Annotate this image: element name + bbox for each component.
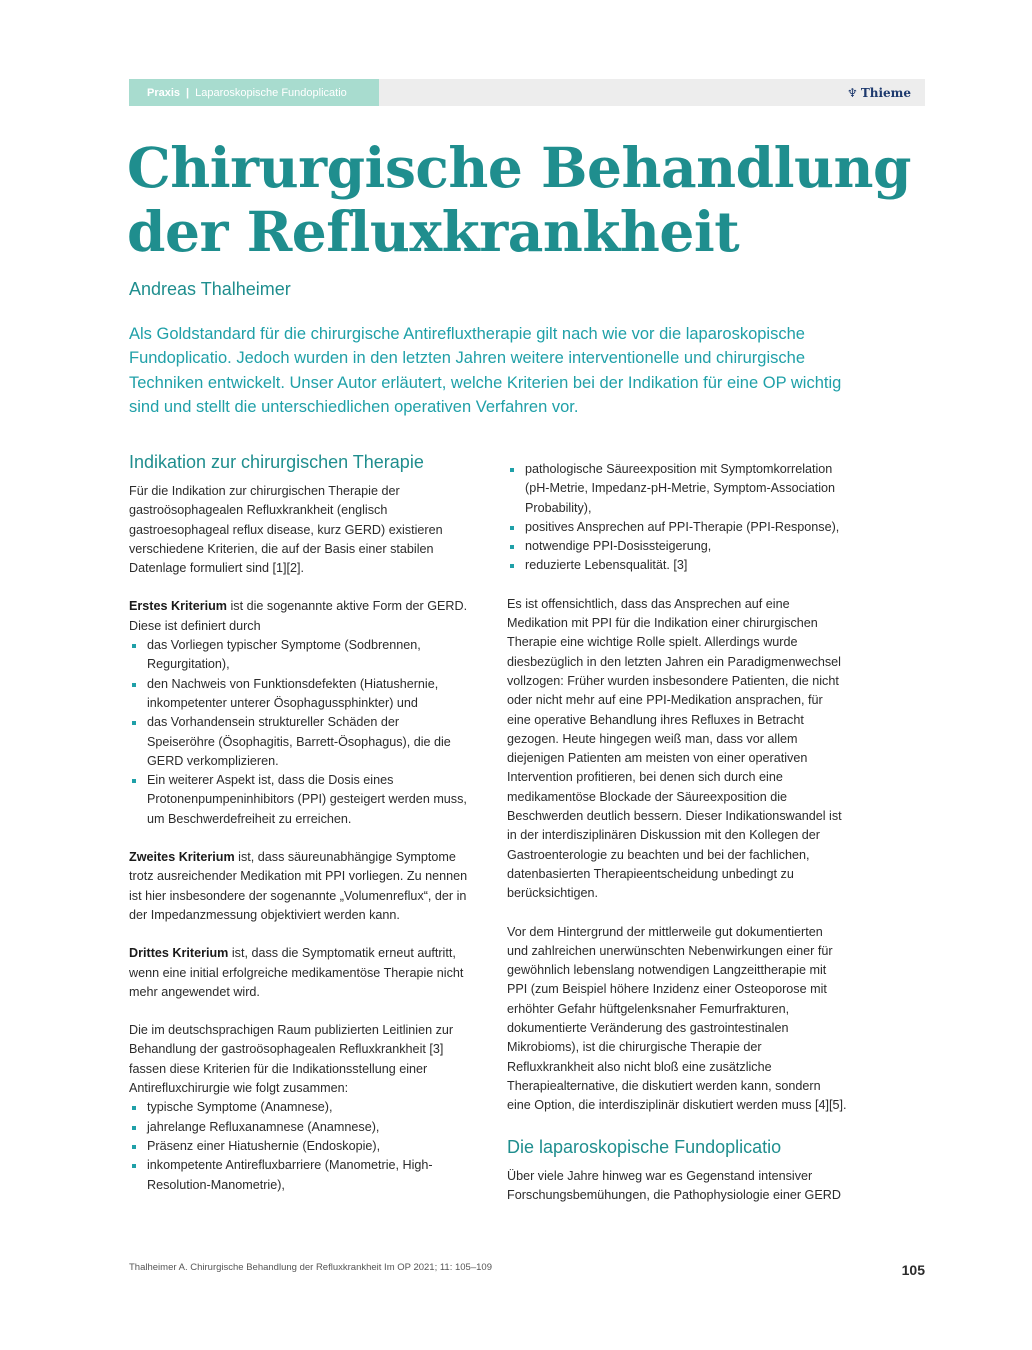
running-header: [129, 79, 925, 106]
section-topic: Laparoskopische Fundoplicatio: [195, 86, 347, 99]
left-column: [129, 450, 469, 1214]
criterion1-text: ist die sogenannte aktive Form der GERD. Diese ist definiert durch: [129, 599, 468, 633]
article-title: Chirurgische Behandlung der Refluxkrankheit: [127, 135, 911, 264]
criterion1-list: [129, 636, 469, 829]
publisher-logo-text: Thieme: [860, 85, 911, 100]
guidelines-list: [129, 1098, 469, 1194]
intro-paragraph: Für die Indikation zur chirurgischen Therapie der gastroösophagealen Refluxkrankheit (englisch gastroesophageal reflux disease, kurz GERD) existieren verschiedene Kriterien, die auf der Basis einer stabilen Datenlage formuliert sind [1][2].: [129, 484, 443, 576]
list-item: das Vorliegen typischer Symptome (Sodbrennen, Regurgitation),: [129, 636, 469, 675]
criterion1-paragraph: [129, 597, 469, 636]
right-column: [507, 460, 847, 1205]
thieme-logo-icon: ♆: [847, 85, 858, 100]
criterion3-text: ist, dass die Symptomatik erneut auftritt, wenn eine initial erfolgreiche medikamentöse Therapie nicht mehr angewendet wird.: [129, 946, 464, 999]
article-lead: Als Goldstandard für die chirurgische Antirefluxtherapie gilt nach wie vor die laparoskopische Fundoplicatio. Jedoch wurden in den letzten Jahren weitere interventionelle und chirurgische Techniken entwickelt. Unser Autor erläutert, welche Kriterien bei der Indikation für eine OP wichtig sind und stellt die unterschiedlichen operativen Verfahren vor.: [129, 325, 842, 416]
list-item: positives Ansprechen auf PPI-Therapie (PPI-Response),: [507, 518, 847, 537]
list-item: Ein weiterer Aspekt ist, dass die Dosis eines Protonenpumpeninhibitors (PPI) gesteigert werden muss, um Beschwerdefreiheit zu erreichen.: [129, 771, 469, 829]
list-item: typische Symptome (Anamnese),: [129, 1098, 469, 1117]
list-item: den Nachweis von Funktionsdefekten (Hiatushernie, inkompetenter unterer Ösophagussphinkter) und: [129, 675, 469, 714]
article-author: Andreas Thalheimer: [129, 279, 291, 299]
list-item: das Vorhandensein struktureller Schäden der Speiseröhre (Ösophagitis, Barrett-Ösophagus), die die GERD verkomplizieren.: [129, 713, 469, 771]
section-tag: [129, 79, 379, 106]
side-effects-paragraph: Vor dem Hintergrund der mittlerweile gut dokumentierten und zahlreichen unerwünschten Nebenwirkungen einer für gewöhnlich lebenslang notwendigen Langzeittherapie mit PPI (zum Beispiel höhere Inzidenz einer Osteoporose mit erhöhter Gefahr hüftgelenksnaher Femurfrakturen, dokumentierte Veränderung des gastrointestinalen Mikrobioms), ist die chirurgische Therapie der Refluxkrankheit also nicht bloß eine zusätzliche Therapiealternative, die diskutiert werden kann, sondern eine Option, die interdisziplinär diskutiert werden muss [4][5].: [507, 924, 847, 1113]
fundoplicatio-paragraph: Über viele Jahre hinweg war es Gegenstand intensiver Forschungsbemühungen, die Pathophysiologie einer GERD: [507, 1168, 841, 1202]
criterion3-term: Drittes Kriterium: [129, 946, 229, 961]
criterion1-term: Erstes Kriterium: [129, 599, 227, 614]
criterion3-paragraph: [129, 944, 469, 1002]
section-heading-fundoplicatio: Die laparoskopische Fundoplicatio: [507, 1136, 782, 1157]
section-heading-indikation: Indikation zur chirurgischen Therapie: [129, 452, 424, 472]
criterion2-text: ist, dass säureunabhängige Symptome trotz ausreichender Medikation mit PPI vorliegen. Zu nennen ist hier insbesondere der sogenannte „Volumenreflux“, der in der Impedanzmessung objektiviert werden kann.: [129, 850, 468, 922]
list-item: inkompetente Antirefluxbarriere (Manometrie, High-Resolution-Manometrie),: [129, 1156, 469, 1195]
publisher-logo: [847, 79, 911, 106]
guidelines-list-continued: [507, 460, 847, 576]
list-item: notwendige PPI-Dosissteigerung,: [507, 537, 847, 556]
list-item: jahrelange Refluxanamnese (Anamnese),: [129, 1118, 469, 1137]
list-item: reduzierte Lebensqualität. [3]: [507, 556, 847, 575]
page-number: 105: [901, 1262, 925, 1278]
footer-citation: Thalheimer A. Chirurgische Behandlung der Refluxkrankheit Im OP 2021; 11: 105–109: [129, 1262, 492, 1273]
list-item: pathologische Säureexposition mit Symptomkorrelation (pH-Metrie, Impedanz-pH-Metrie, Symptom-Association Probability),: [507, 460, 847, 518]
criterion2-term: Zweites Kriterium: [129, 850, 235, 865]
section-label: Praxis: [147, 86, 181, 99]
list-item: Präsenz einer Hiatushernie (Endoskopie),: [129, 1137, 469, 1156]
ppi-paragraph: Es ist offensichtlich, dass das Ansprechen auf eine Medikation mit PPI für die Indikation einer chirurgischen Therapie eine wichtige Rolle spielt. Allerdings wurde diesbezüglich in den letzten Jahren ein Paradigmenwechsel vollzogen: Früher wurden insbesondere Patienten, die nicht oder nicht mehr auf eine PPI-Medikation ansprachen, für eine operative Behandlung ihres Refluxes in Betracht gezogen. Heute hingegen weiß man, dass vor allem diejenigen Patienten am meisten von einer operativen Intervention profitieren, bei denen sich durch eine medikamentöse Blockade der Säureexposition die Beschwerden deutlich bessern. Dieser Indikationswandel ist in der interdisziplinären Diskussion mit den Kollegen der Gastroenterologie zu beachten und bei der fachlichen, datenbasierten Therapieentscheidung unbedingt zu berücksichtigen.: [507, 596, 842, 901]
criterion2-paragraph: [129, 848, 469, 925]
section-separator: |: [186, 86, 190, 99]
guidelines-paragraph: Die im deutschsprachigen Raum publizierten Leitlinien zur Behandlung der gastroösophagealen Refluxkrankheit [3] fassen diese Kriterien für die Indikationsstellung einer Antirefluxchirurgie wie folgt zusammen:: [129, 1023, 454, 1096]
